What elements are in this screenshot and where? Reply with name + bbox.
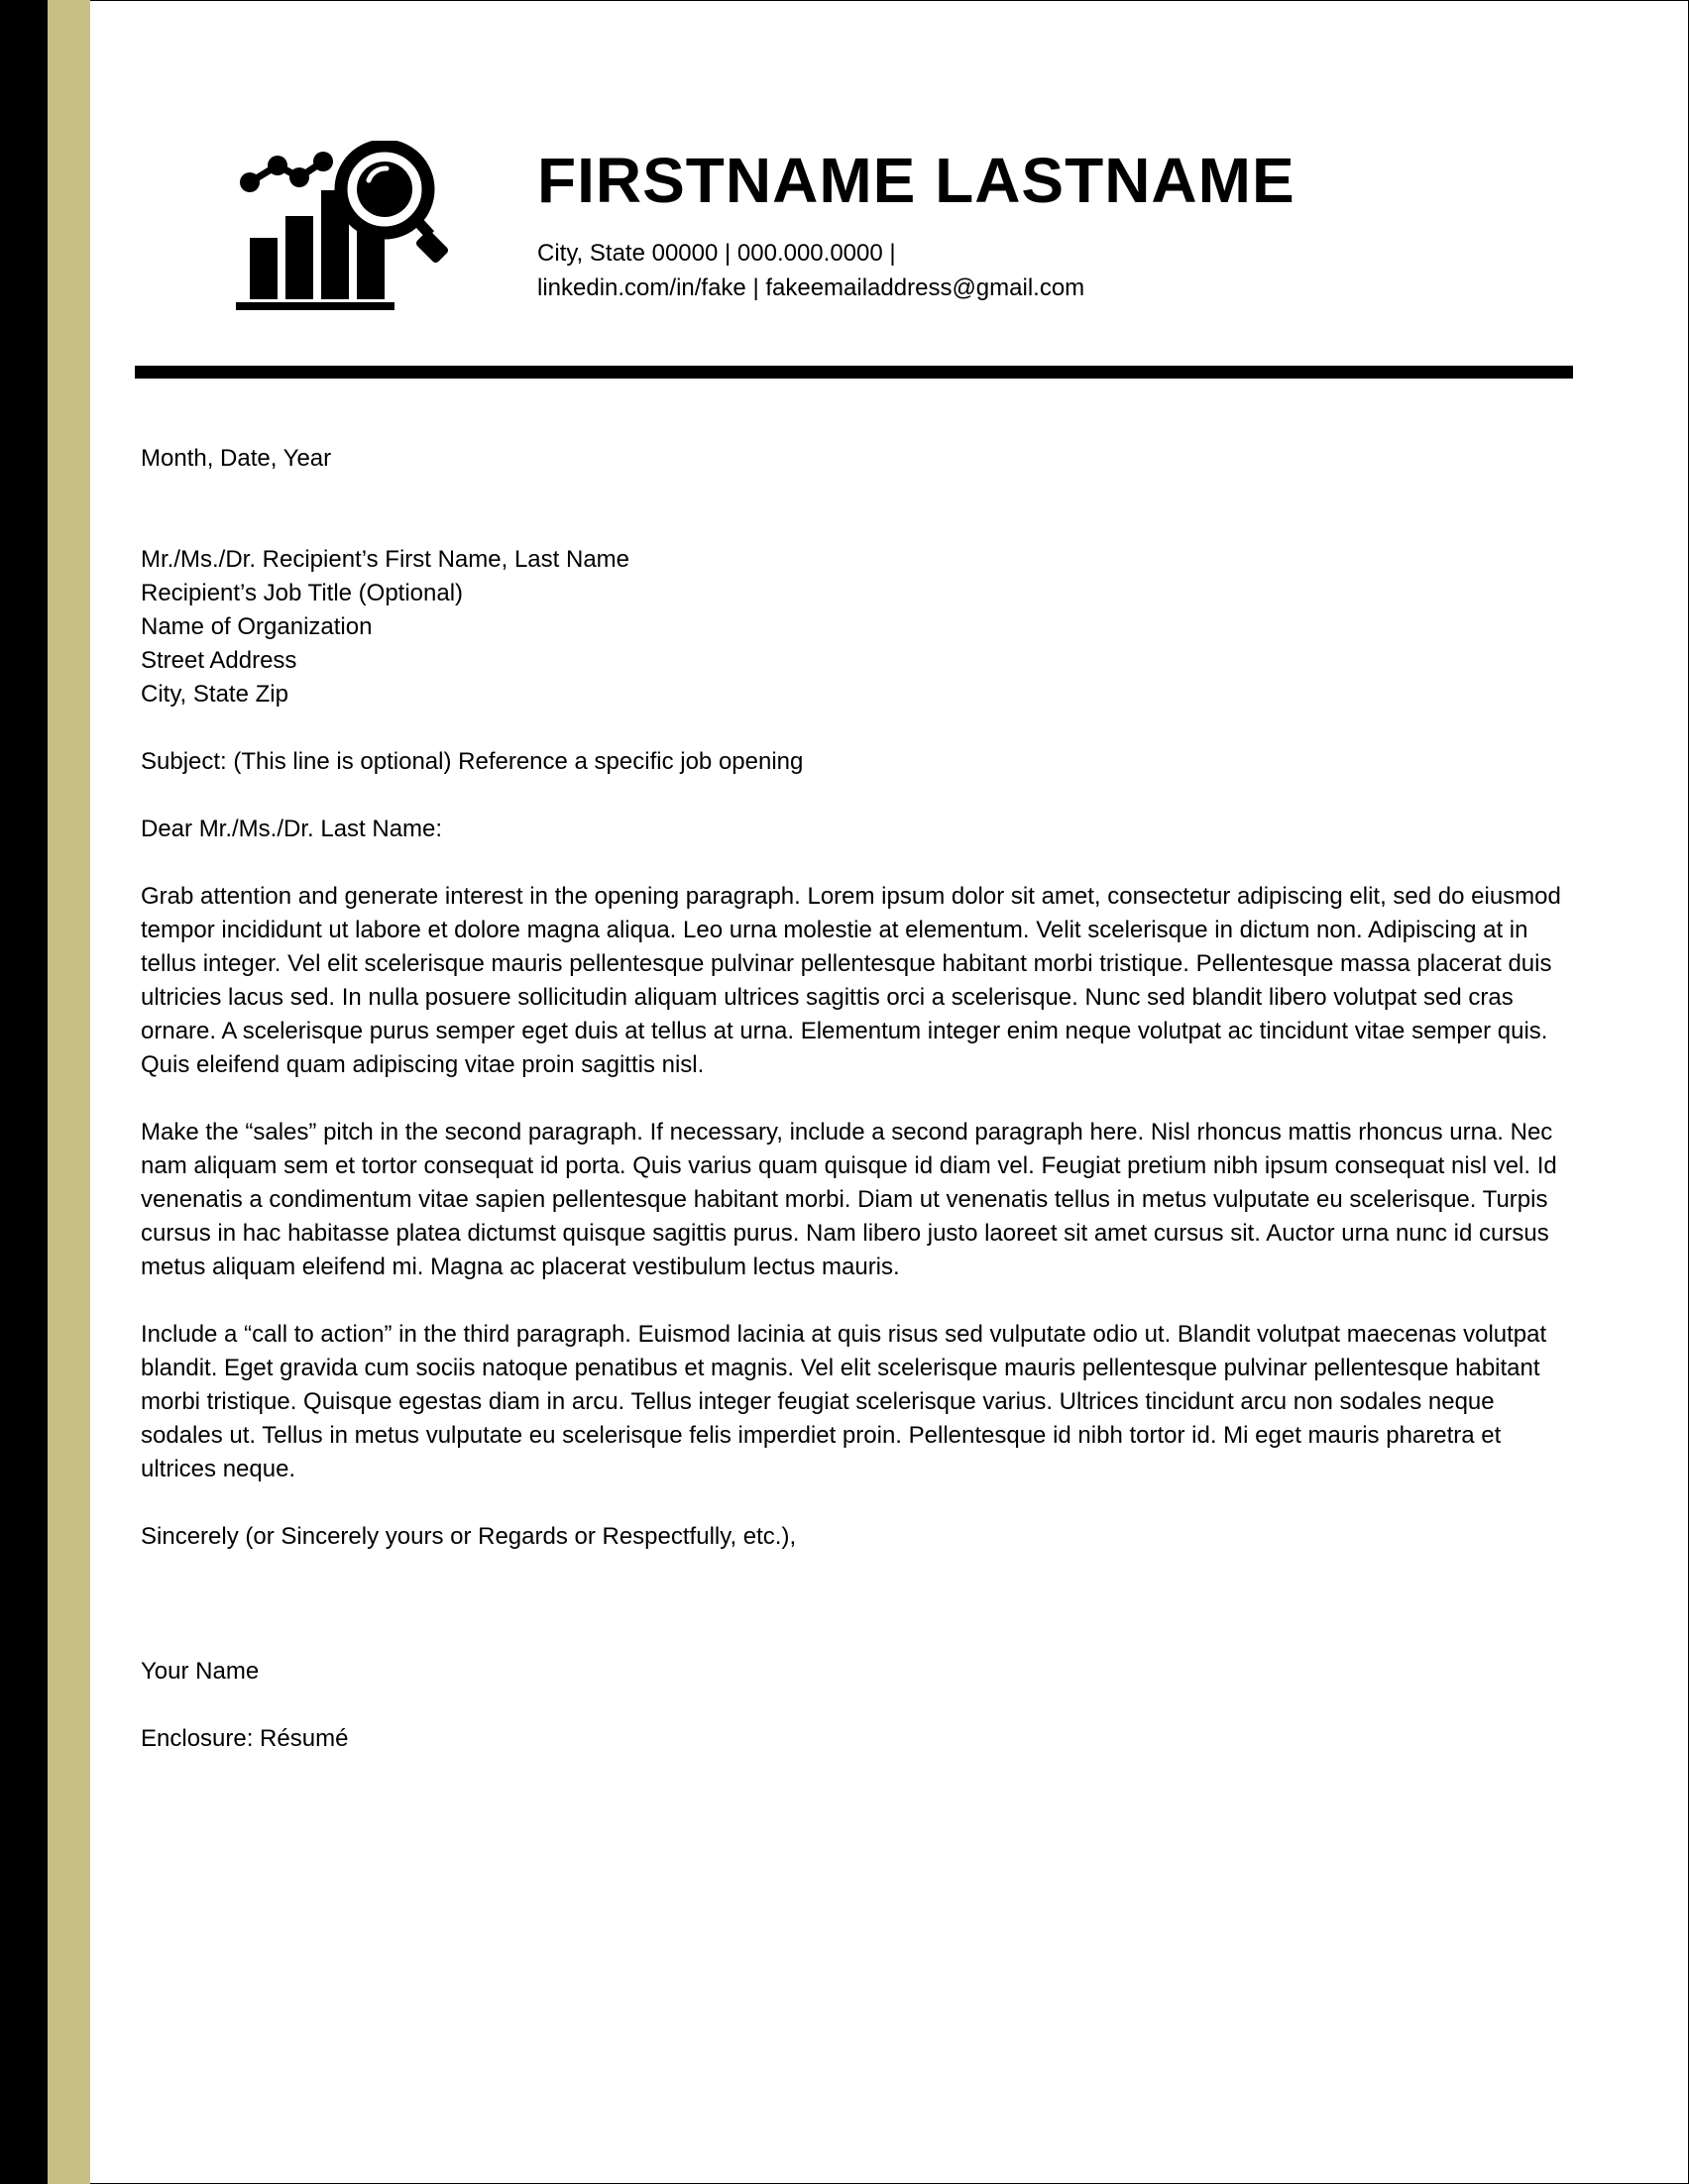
recipient-name: Mr./Ms./Dr. Recipient’s First Name, Last Name	[141, 546, 630, 573]
paragraph-opening: Grab attention and generate interest in the opening paragraph. Lorem ipsum dolor sit amet, consectetur adipiscing elit, sed do eiusmod tempor incididunt ut labore et dolore magna aliqua. Leo urna molestie at elementum. Velit scelerisque in dictum non. Adipiscing at in tellus integer. Vel elit scelerisque mauris pellentesque pulvinar pellentesque habitant morbi tristique. Pellentesque massa placerat duis ultricies lacus sed. In nulla posuere sollicitudin aliquam ultrices sagittis orci a scelerisque. Nunc sed blandit libero volutpat sed cras ornare. A scelerisque purus semper eget duis at tellus at urna. Elementum integer enim neque volutpat ac tincidunt vitae semper quis. Quis eleifend quam adipiscing vitae proin sagittis nisl.	[141, 883, 1561, 1078]
subject-line: Subject: (This line is optional) Reference a specific job opening	[141, 748, 804, 775]
applicant-name: FIRSTNAME LASTNAME	[537, 145, 1295, 216]
contact-line-linkedin-email: linkedin.com/in/fake | fakeemailaddress@gmail.com	[537, 274, 1085, 301]
contact-line-city-phone: City, State 00000 | 000.000.0000 |	[537, 240, 896, 267]
analytics-magnifier-chart-icon	[236, 141, 468, 311]
recipient-city-state-zip: City, State Zip	[141, 681, 288, 708]
enclosure-line: Enclosure: Résumé	[141, 1725, 349, 1752]
recipient-street: Street Address	[141, 647, 297, 674]
recipient-job-title: Recipient’s Job Title (Optional)	[141, 580, 464, 606]
recipient-organization: Name of Organization	[141, 613, 373, 640]
letter-date: Month, Date, Year	[141, 445, 332, 472]
sidebar-olive-stripe	[48, 0, 90, 2184]
paragraph-sales-pitch: Make the “sales” pitch in the second paragraph. If necessary, include a second paragraph here. Nisl rhoncus mattis rhoncus urna. Nec nam aliquam sem et tortor consequat id porta. Quis varius quam quisque id diam vel. Feugiat pretium nibh ipsum consequat nisl vel. Id venenatis a condimentum vitae sapien pellentesque habitant morbi. Diam ut venenatis tellus in metus vulputate eu scelerisque. Turpis cursus in hac habitasse platea dictumst quisque sagittis purus. Nam libero justo laoreet sit amet cursus sit. Auctor urna nunc id cursus metus aliquam eleifend mi. Magna ac placerat vestibulum lectus mauris.	[141, 1119, 1557, 1280]
closing: Sincerely (or Sincerely yours or Regards or Respectfully, etc.),	[141, 1523, 797, 1550]
recipient-block	[141, 543, 1568, 711]
letter-body	[141, 442, 1568, 1790]
header-divider-rule	[135, 366, 1573, 379]
signature-name: Your Name	[141, 1658, 260, 1685]
paragraph-call-to-action: Include a “call to action” in the third paragraph. Euismod lacinia at quis risus sed vulputate odio ut. Blandit volutpat maecenas volutpat blandit. Eget gravida cum sociis natoque penatibus et magnis. Vel elit scelerisque mauris pellentesque pulvinar pellentesque habitant morbi tristique. Quisque egestas diam in arcu. Tellus integer feugiat scelerisque varius. Ultrices tincidunt arcu non sodales neque sodales ut. Tellus in metus vulputate eu scelerisque felis imperdiet proin. Pellentesque id nibh tortor id. Mi eget mauris pharetra et ultrices neque.	[141, 1321, 1547, 1482]
salutation: Dear Mr./Ms./Dr. Last Name:	[141, 816, 443, 842]
contact-info	[537, 236, 1084, 305]
sidebar-black-stripe	[0, 0, 48, 2184]
